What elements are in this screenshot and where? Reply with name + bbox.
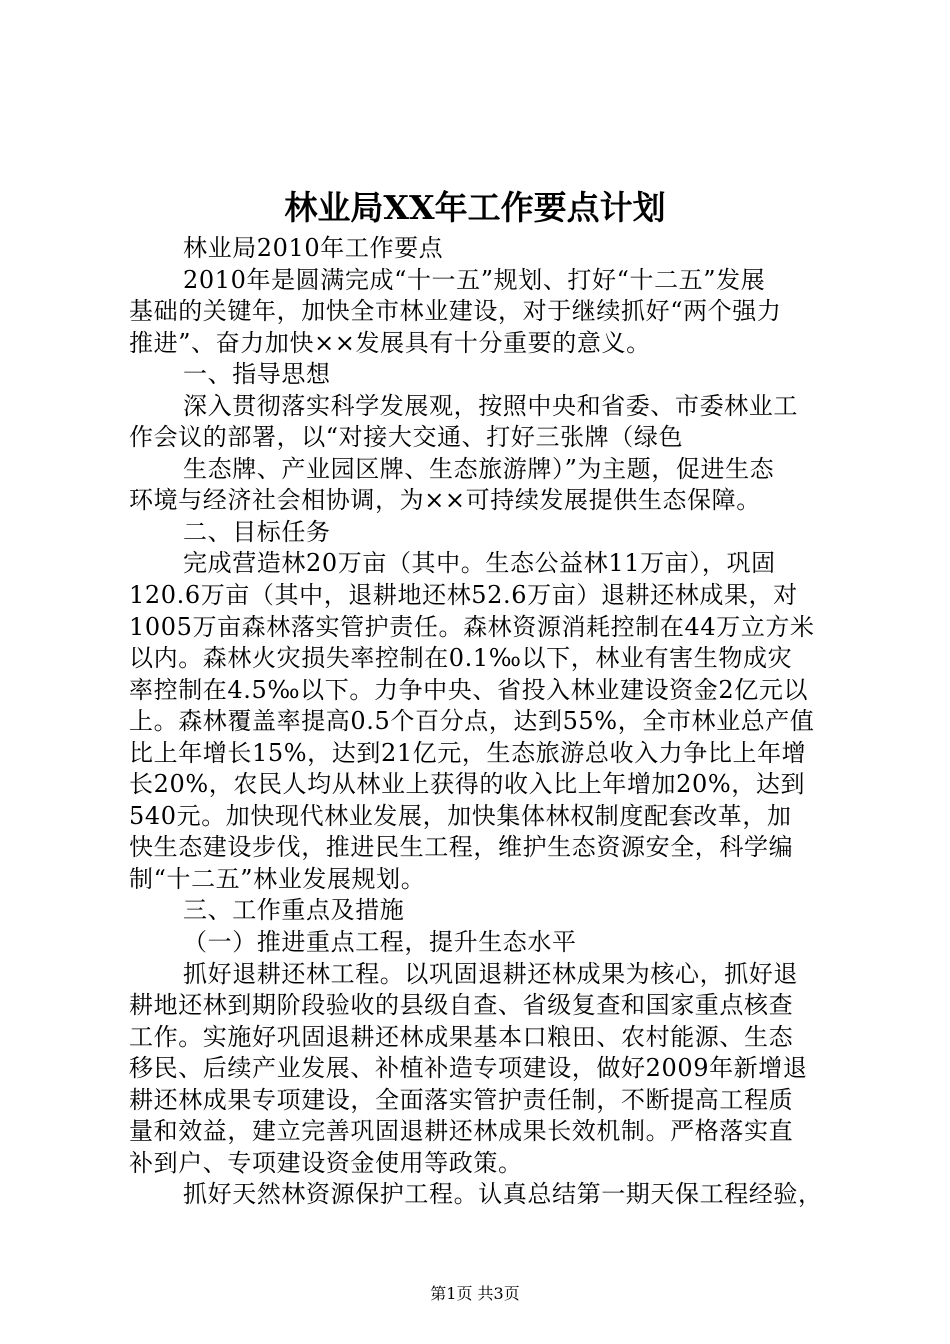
text-line: 一、指导思想 <box>183 360 331 389</box>
text-line: 率控制在4.5‰以下。力争中央、省投入林业建设资金2亿元以 <box>129 675 809 704</box>
text-line: 120.6万亩（其中，退耕地还林52.6万亩）退耕还林成果，对 <box>129 581 798 610</box>
text-line: 二、目标任务 <box>183 517 331 546</box>
text-line: 1005万亩森林落实管护责任。森林资源消耗控制在44万立方米 <box>129 612 815 641</box>
text-line: 抓好天然林资源保护工程。认真总结第一期天保工程经验， <box>183 1180 823 1209</box>
text-line: 2010年是圆满完成“十一五”规划、打好“十二五”发展 <box>183 265 766 294</box>
text-line: 作会议的部署，以“对接大交通、打好三张牌（绿色 <box>129 423 684 452</box>
text-line: 深入贯彻落实科学发展观，按照中央和省委、市委林业工 <box>183 391 798 420</box>
text-line: 工作。实施好巩固退耕还林成果基本口粮田、农村能源、生态 <box>129 1022 794 1051</box>
text-line: 移民、后续产业发展、补植补造专项建设，做好2009年新增退 <box>129 1054 808 1083</box>
text-line: 环境与经济社会相协调，为××可持续发展提供生态保障。 <box>129 486 761 515</box>
text-line: 补到户、专项建设资金使用等政策。 <box>129 1148 523 1177</box>
page-number: 第1页 共3页 <box>430 1284 520 1303</box>
text-line: 量和效益，建立完善巩固退耕还林成果长效机制。严格落实直 <box>129 1117 794 1146</box>
text-line: 比上年增长15%，达到21亿元，生态旅游总收入力争比上年增 <box>129 738 807 767</box>
text-line: 基础的关键年，加快全市林业建设，对于继续抓好“两个强力 <box>129 297 782 326</box>
text-line: 以内。森林火灾损失率控制在0.1‰以下，林业有害生物成灾 <box>129 644 793 673</box>
text-line: 推进”、奋力加快××发展具有十分重要的意义。 <box>129 328 651 357</box>
text-line: 长20%，农民人均从林业上获得的收入比上年增加20%，达到 <box>129 770 806 799</box>
text-line: 上。森林覆盖率提高0.5个百分点，达到55%，全市林业总产值 <box>129 707 815 736</box>
text-line: 生态牌、产业园区牌、生态旅游牌）”为主题，促进生态 <box>183 454 775 483</box>
document-body <box>129 233 829 1211</box>
text-line: 耕还林成果专项建设，全面落实管护责任制，不断提高工程质 <box>129 1085 794 1114</box>
text-line: 三、工作重点及措施 <box>183 896 405 925</box>
text-line: 耕地还林到期阶段验收的县级自查、省级复查和国家重点核查 <box>129 991 794 1020</box>
document-title: 林业局XX年工作要点计划 <box>284 188 666 227</box>
text-line: 抓好退耕还林工程。以巩固退耕还林成果为核心，抓好退 <box>183 959 798 988</box>
text-line: 540元。加快现代林业发展，加快集体林权制度配套改革，加 <box>129 801 792 830</box>
text-line: 制“十二五”林业发展规划。 <box>129 864 426 893</box>
text-line: 快生态建设步伐，推进民生工程，维护生态资源安全，科学编 <box>129 833 794 862</box>
text-line: 林业局2010年工作要点 <box>183 234 444 262</box>
text-line: 完成营造林20万亩（其中。生态公益林11万亩），巩固 <box>183 549 776 578</box>
text-line: （一）推进重点工程，提升生态水平 <box>183 928 577 957</box>
